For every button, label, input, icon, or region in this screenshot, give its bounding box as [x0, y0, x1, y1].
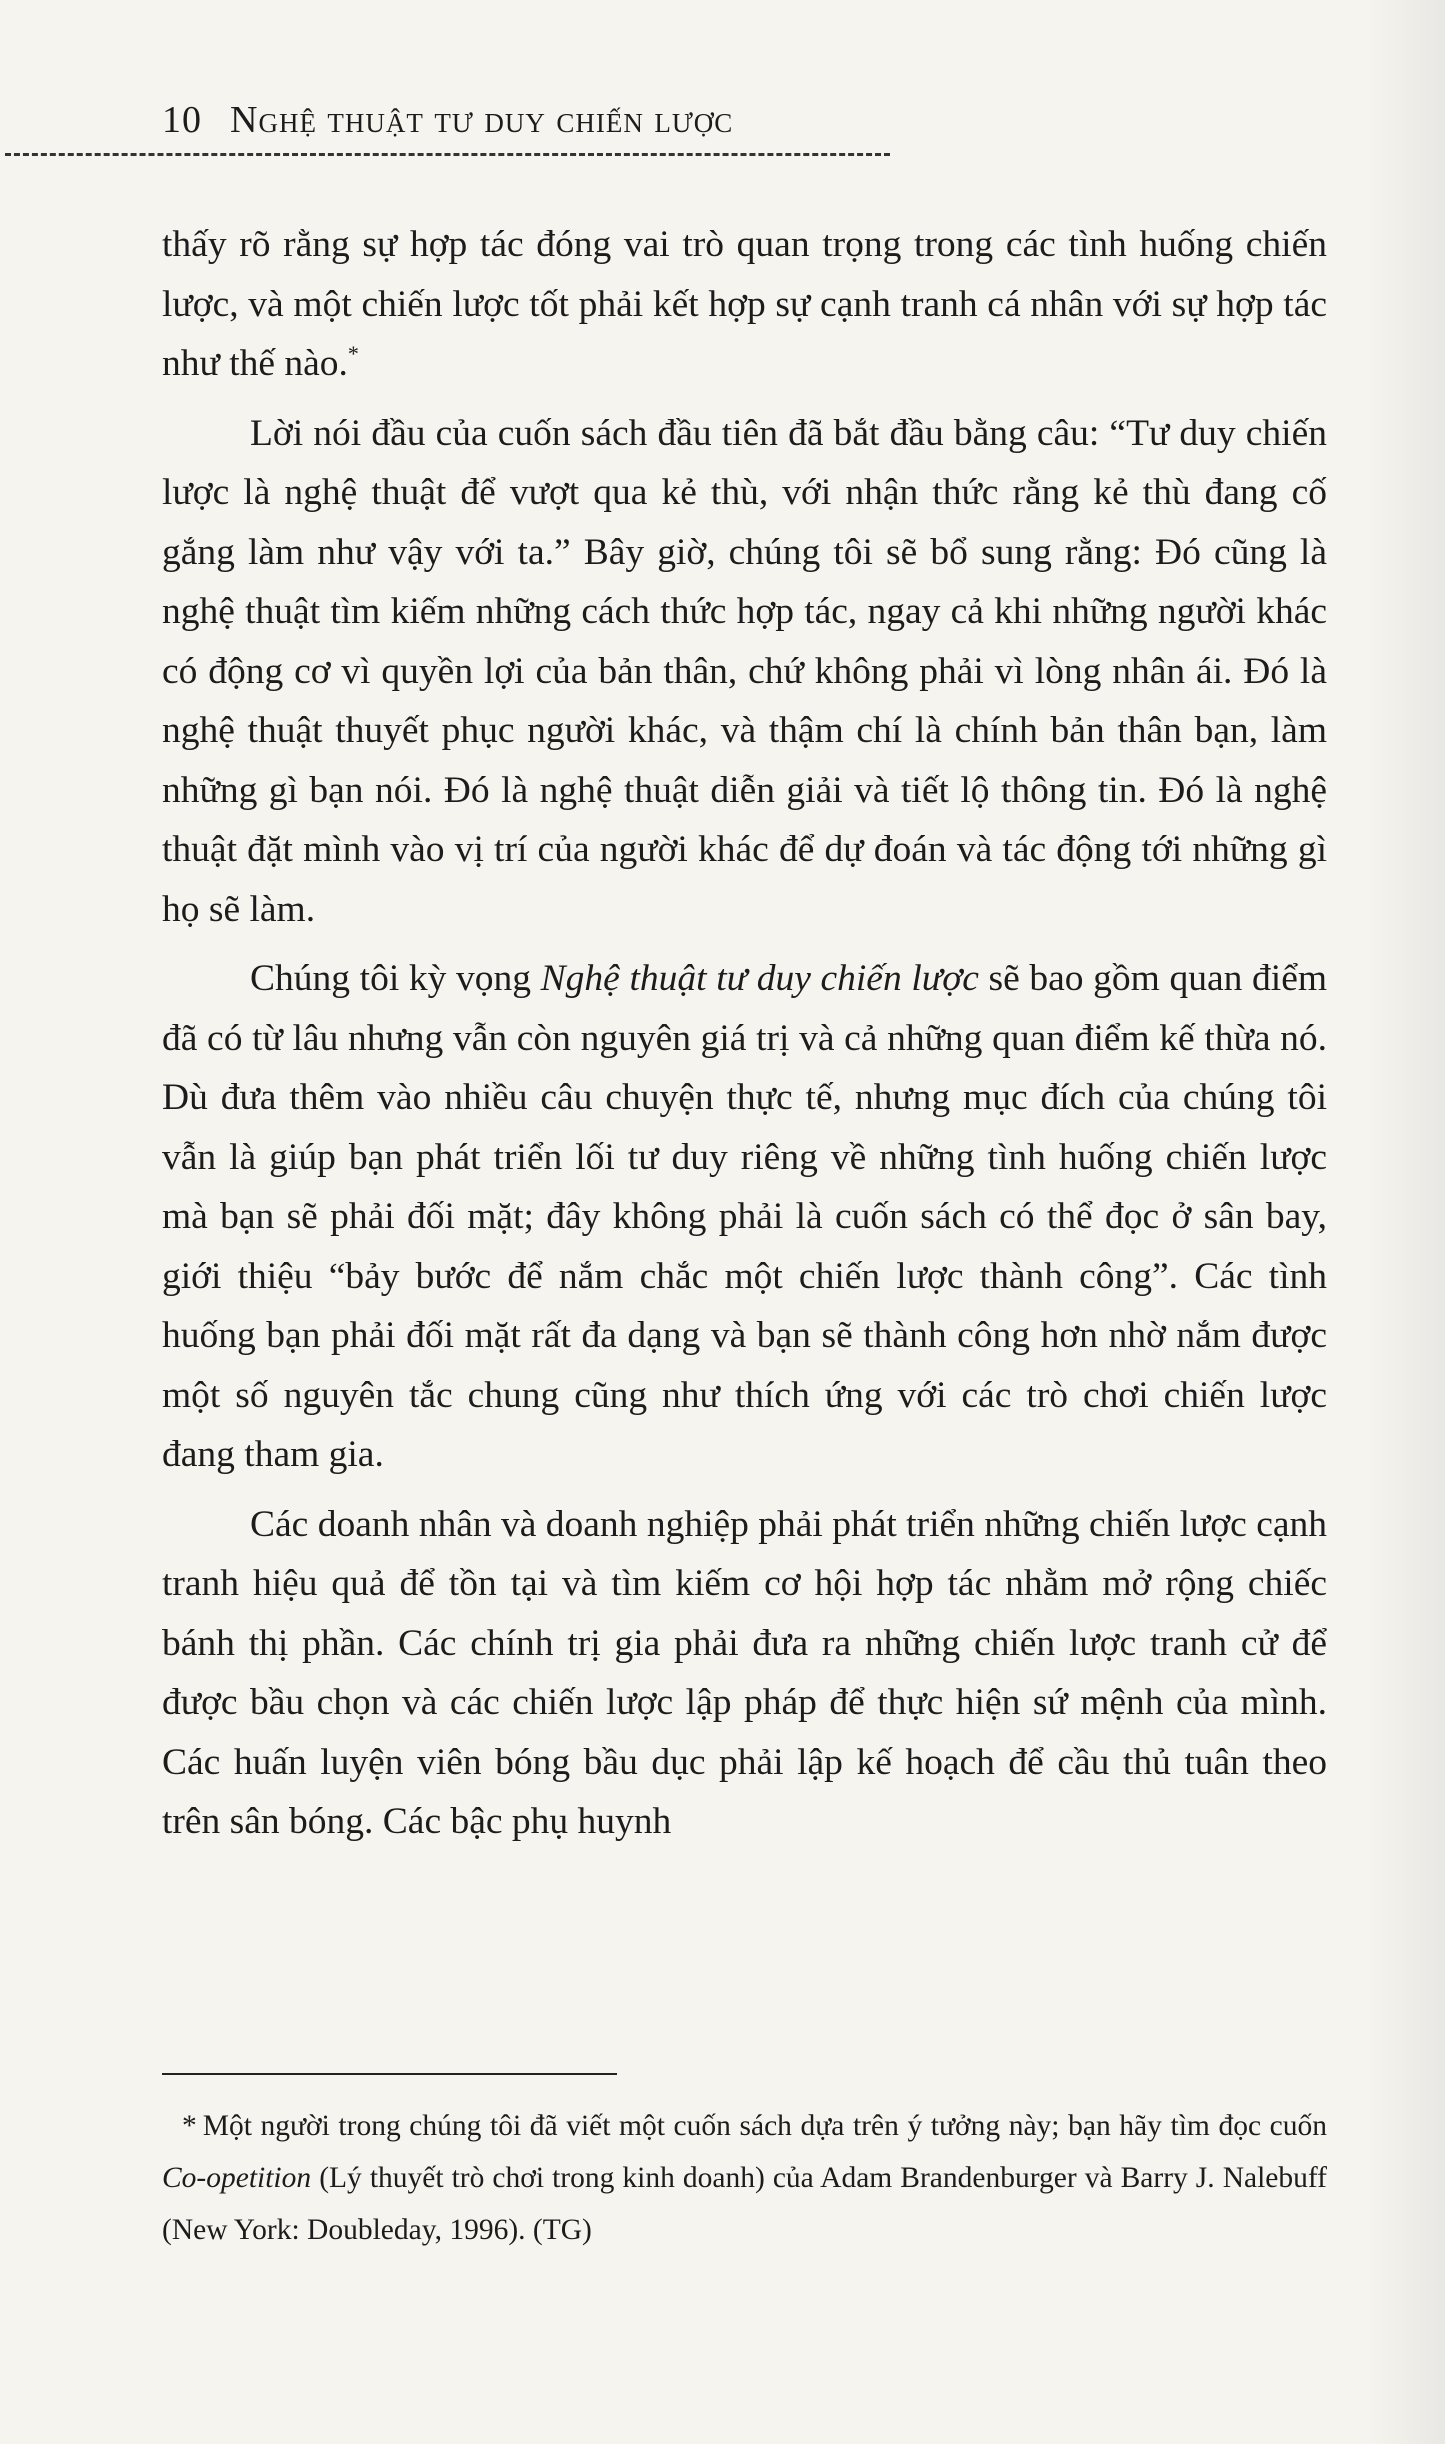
page-number: 10 [162, 99, 202, 141]
paragraph-3-rest: sẽ bao gồm quan điểm đã có từ lâu nhưng vẫn còn nguyên giá trị và cả những quan điểm kế thừa nó. Dù đưa thêm vào nhiều câu chuyện thực tế, nhưng mục đích của chúng tôi vẫn là giúp bạn phát triển lối tư duy riêng về những tình huống chiến lược mà bạn sẽ phải đối mặt; đây không phải là cuốn sách có thể đọc ở sân bay, giới thiệu “bảy bước để nắm chắc một chiến lược thành công”. Các tình huống bạn phải đối mặt rất đa dạng và bạn sẽ thành công hơn nhờ nắm được một số nguyên tắc chung cũng như thích ứng với các trò chơi chiến lược đang tham gia. [162, 958, 1328, 1475]
footnote-book-title: Co-opetition [162, 2162, 312, 2194]
footnote-lead: Một người trong chúng tôi đã viết một cuốn sách dựa trên ý tưởng này; bạn hãy tìm đọc cuốn [202, 2110, 1327, 2142]
book-title-italic: Nghệ thuật tư duy chiến lược [540, 958, 979, 999]
footnote-rest: (Lý thuyết trò chơi trong kinh doanh) của Adam Brandenburger và Barry J. Nalebuff (New York: Doubleday, 1996). (TG) [162, 2162, 1328, 2246]
paragraph-1 [162, 215, 1327, 394]
footnote [162, 2100, 1327, 2256]
body-text [162, 215, 1327, 1862]
running-title: Nghệ thuật tư duy chiến lược [230, 99, 734, 141]
paragraph-3-lead: Chúng tôi kỳ vọng [250, 958, 532, 999]
paragraph-3 [162, 949, 1327, 1485]
paragraph-4: Các doanh nhân và doanh nghiệp phải phát triển những chiến lược cạnh tranh hiệu quả để tồn tại và tìm kiếm cơ hội hợp tác nhằm mở rộng chiếc bánh thị phần. Các chính trị gia phải đưa ra những chiến lược tranh cử để được bầu chọn và các chiến lược lập pháp để thực hiện sứ mệnh của mình. Các huấn luyện viên bóng bầu dục phải lập kế hoạch để cầu thủ tuân theo trên sân bóng. Các bậc phụ huynh [162, 1503, 1327, 1842]
paragraph-2: Lời nói đầu của cuốn sách đầu tiên đã bắt đầu bằng câu: “Tư duy chiến lược là nghệ thuật để vượt qua kẻ thù, với nhận thức rằng kẻ thù đang cố gắng làm như vậy với ta.” Bây giờ, chúng tôi sẽ bổ sung rằng: Đó cũng là nghệ thuật tìm kiếm những cách thức hợp tác, ngay cả khi những người khác có động cơ vì quyền lợi của bản thân, chứ không phải vì lòng nhân ái. Đó là nghệ thuật thuyết phục người khác, và thậm chí là chính bản thân bạn, làm những gì bạn nói. Đó là nghệ thuật diễn giải và tiết lộ thông tin. Đó là nghệ thuật đặt mình vào vị trí của người khác để dự đoán và tác động tới những gì họ sẽ làm. [162, 412, 1327, 930]
footnote-mark: * [182, 2110, 197, 2142]
paragraph-1-text: thấy rõ rằng sự hợp tác đóng vai trò quan trọng trong các tình huống chiến lược, và một chiến lược tốt phải kết hợp sự cạnh tranh cá nhân với sự hợp tác như thế nào. [162, 224, 1327, 384]
header-divider [5, 153, 890, 156]
footnote-reference: * [347, 341, 359, 366]
footnote-divider [162, 2073, 617, 2075]
running-header [162, 98, 733, 142]
